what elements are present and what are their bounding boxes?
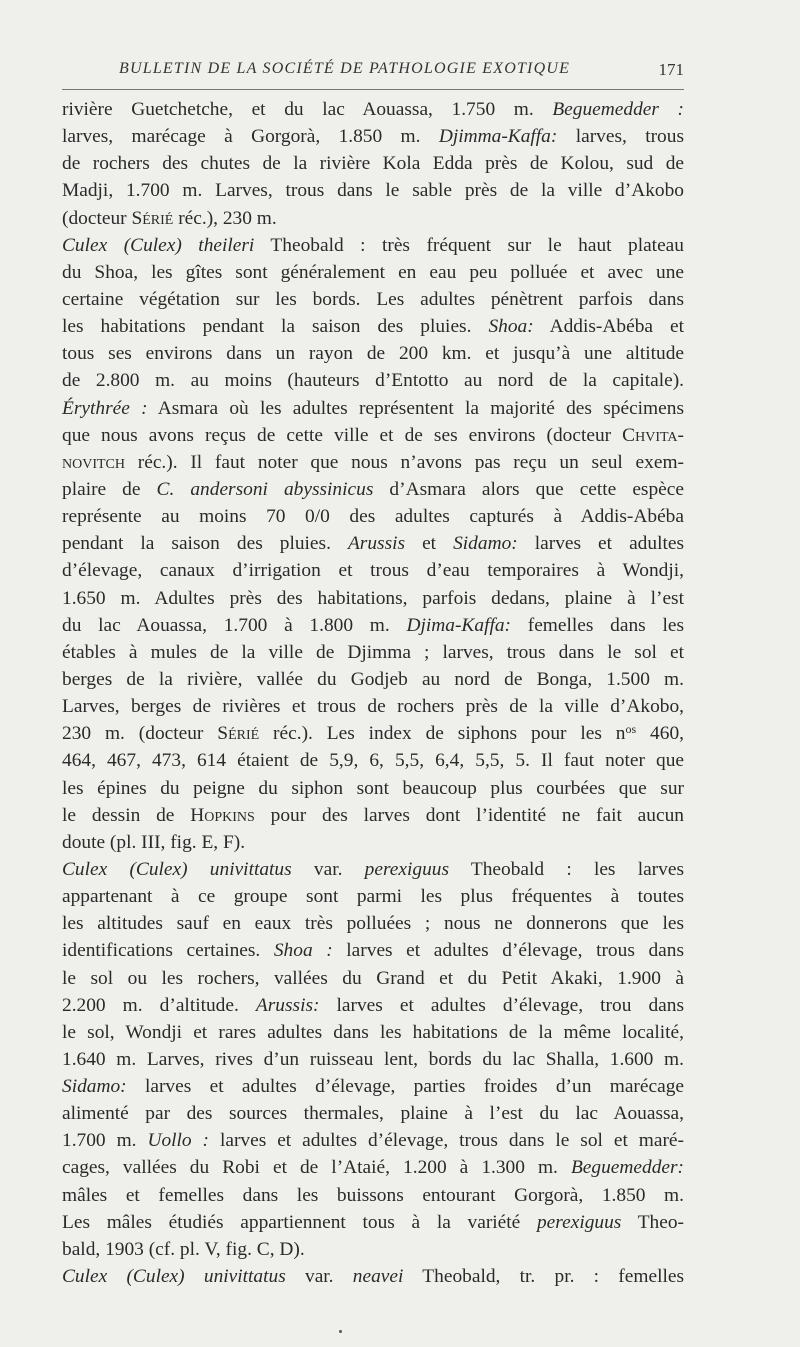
text-run: Theobald, tr. pr. : femelles — [403, 1266, 684, 1288]
text-run: les altitudes sauf en eaux très polluées ; nous ne donnerons que les — [62, 913, 684, 935]
text-line — [62, 1263, 684, 1290]
italic-text: perexiguus — [364, 858, 450, 880]
small-caps-name: Sérié — [217, 723, 260, 745]
text-line — [62, 476, 684, 503]
text-line — [62, 666, 684, 693]
text-line — [62, 313, 684, 340]
italic-text: Beguemedder: — [570, 1157, 684, 1179]
italic-text: Djimma-Kaffa: — [438, 126, 558, 148]
text-line — [62, 937, 684, 964]
text-line — [62, 829, 684, 856]
text-line — [62, 286, 684, 313]
text-line — [62, 992, 684, 1019]
text-run: d’élevage, canaux d’irrigation et trous d’eau temporaires à Wondji, — [62, 560, 684, 582]
italic-text: Sidamo: — [453, 533, 518, 555]
text-line — [62, 123, 684, 150]
text-run: var. — [291, 858, 365, 880]
small-caps-name: Hopkins — [190, 804, 255, 826]
text-run: larves et adultes d’élevage, trous dans — [332, 940, 684, 962]
text-run: larves et adultes d’élevage, parties froides d’un marécage — [126, 1076, 684, 1098]
text-line — [62, 177, 684, 204]
small-caps-name: Sérié — [131, 207, 174, 229]
text-line — [62, 1127, 684, 1154]
text-line — [62, 802, 684, 829]
text-run: var. — [285, 1266, 353, 1288]
text-run: 2.200 m. d’altitude. — [62, 994, 256, 1016]
text-line — [62, 1182, 684, 1209]
text-run: Larves, berges de rivières et trous de rochers près de la ville d’Akobo, — [62, 696, 684, 718]
text-run: le dessin de — [62, 804, 191, 826]
text-line — [62, 150, 684, 177]
italic-text: Sidamo: — [62, 1076, 127, 1098]
text-run: doute (pl. III, fig. E, F). — [62, 831, 246, 853]
text-run: 230 m. (docteur — [62, 723, 218, 745]
text-run: les habitations pendant la saison des pluies. — [62, 316, 489, 338]
italic-text: Shoa: — [488, 316, 534, 338]
text-line — [62, 422, 684, 449]
text-run: tous ses environs dans un rayon de 200 km. et jusqu’à une altitude — [62, 343, 684, 365]
text-run: 1.700 m. — [62, 1130, 148, 1152]
text-run: représente au moins 70 0/0 des adultes capturés à Addis-Abéba — [62, 506, 684, 528]
italic-text: C. andersoni abyssinicus — [156, 478, 374, 500]
text-line — [62, 965, 684, 992]
text-run: Les mâles étudiés appartiennent tous à la variété — [62, 1211, 537, 1233]
page-number: 171 — [658, 60, 684, 79]
text-run: Madji, 1.700 m. Larves, trous dans le sable près de la ville d’Akobo — [62, 180, 684, 202]
text-run: le sol ou les rochers, vallées du Grand et du Petit Akaki, 1.900 à — [62, 967, 684, 989]
text-line — [62, 232, 684, 259]
italic-text: Arussis: — [255, 994, 320, 1016]
text-run: larves, marécage à Gorgorà, 1.850 m. — [62, 126, 439, 148]
text-line — [62, 639, 684, 666]
text-line — [62, 205, 684, 232]
text-run: 464, 467, 473, 614 étaient de 5,9, 6, 5,5, 6,4, 5,5, 5. Il faut noter que — [62, 750, 684, 772]
text-run: (docteur — [62, 207, 132, 229]
text-run: larves, trous — [557, 126, 684, 148]
text-run: rivière Guetchetche, et du lac Aouassa, 1.750 m. — [62, 99, 553, 120]
text-line — [62, 1073, 684, 1100]
text-line — [62, 1236, 684, 1263]
small-caps-name: novitch — [62, 451, 125, 473]
text-run: pendant la saison des pluies. — [62, 533, 348, 555]
text-run: Theo- — [621, 1211, 685, 1233]
text-run: d’Asmara alors que cette espèce — [373, 478, 684, 500]
italic-text: Uollo : — [147, 1130, 210, 1152]
italic-text: neavei — [352, 1266, 404, 1288]
text-run: le sol, Wondji et rares adultes dans les habitations de la même localité, — [62, 1021, 684, 1043]
text-run: Asmara où les adultes représentent la majorité des spécimens — [147, 397, 684, 419]
text-run: mâles et femelles dans les buissons entourant Gorgorà, 1.850 m. — [62, 1184, 684, 1206]
running-head — [62, 60, 684, 84]
text-line — [62, 585, 684, 612]
text-run: alimenté par des sources thermales, plaine à l’est du lac Aouassa, — [62, 1103, 684, 1125]
text-run: larves et adultes — [517, 533, 684, 555]
small-caps-name: Chvita- — [622, 424, 684, 446]
text-run: de 2.800 m. au moins (hauteurs d’Entotto au nord de la capitale). — [62, 370, 684, 392]
text-run: cages, vallées du Robi et de l’Ataié, 1.200 à 1.300 m. — [62, 1157, 571, 1179]
text-line — [62, 395, 684, 422]
text-run: larves et adultes d’élevage, trou dans — [319, 994, 684, 1016]
text-line — [62, 367, 684, 394]
italic-text: Culex (Culex) univittatus — [62, 1266, 286, 1288]
text-line — [62, 775, 684, 802]
text-line — [62, 1019, 684, 1046]
text-run: que nous avons reçus de cette ville et de ses environs (docteur — [62, 424, 623, 446]
italic-text: Culex (Culex) univittatus — [62, 858, 292, 880]
superscript: os — [625, 722, 637, 737]
body-text — [62, 96, 684, 1290]
text-run: réc.). Les index de siphons pour les n — [259, 723, 626, 745]
text-run: pour des larves dont l’identité ne fait aucun — [254, 804, 684, 826]
italic-text: Arussis — [347, 533, 406, 555]
text-run: 1.650 m. Adultes près des habitations, parfois dedans, plaine à l’est — [62, 587, 684, 609]
italic-text: Érythrée : — [62, 397, 148, 419]
text-line — [62, 747, 684, 774]
text-run: femelles dans les — [511, 614, 685, 636]
text-line — [62, 530, 684, 557]
text-line — [62, 1046, 684, 1073]
print-speck — [339, 1330, 342, 1333]
text-run: appartenant à ce groupe sont parmi les plus fréquentes à toutes — [62, 886, 684, 908]
text-run: certaine végétation sur les bords. Les adultes pénètrent parfois dans — [62, 288, 684, 310]
text-run: 1.640 m. Larves, rives d’un ruisseau lent, bords du lac Shalla, 1.600 m. — [62, 1048, 684, 1070]
text-run: Addis-Abéba et — [533, 316, 684, 338]
text-line — [62, 910, 684, 937]
italic-text: Culex (Culex) theileri — [62, 234, 255, 256]
text-run: et — [405, 533, 454, 555]
journal-title: BULLETIN DE LA SOCIÉTÉ DE PATHOLOGIE EXOTIQUE — [119, 60, 571, 77]
italic-text: Beguemedder : — [552, 99, 684, 120]
text-line — [62, 1100, 684, 1127]
text-line — [62, 503, 684, 530]
text-run: plaire de — [62, 478, 157, 500]
text-line — [62, 1154, 684, 1181]
text-line — [62, 1209, 684, 1236]
text-line — [62, 557, 684, 584]
text-line — [62, 449, 684, 476]
text-run: larves et adultes d’élevage, trous dans le sol et maré- — [209, 1130, 684, 1152]
text-line — [62, 856, 684, 883]
italic-text: Shoa : — [273, 940, 333, 962]
text-line — [62, 720, 684, 747]
text-line — [62, 340, 684, 367]
text-run: réc.), 230 m. — [173, 207, 277, 229]
text-run: étables à mules de la ville de Djimma ; larves, trous dans le sol et — [62, 641, 684, 663]
text-run: du Shoa, les gîtes sont généralement en eau peu polluée et avec une — [62, 261, 684, 283]
text-run: identifications certaines. — [62, 940, 274, 962]
text-line — [62, 96, 684, 123]
text-line — [62, 693, 684, 720]
text-run: 460, — [636, 723, 684, 745]
text-run: bald, 1903 (cf. pl. V, fig. C, D). — [62, 1238, 305, 1260]
text-run: Theobald : les larves — [449, 858, 684, 880]
text-run: Theobald : très fréquent sur le haut plateau — [254, 234, 684, 256]
text-run: les épines du peigne du siphon sont beaucoup plus courbées que sur — [62, 777, 684, 799]
header-rule — [62, 89, 684, 90]
text-line — [62, 259, 684, 286]
text-run: berges de la rivière, vallée du Godjeb au nord de Bonga, 1.500 m. — [62, 668, 684, 690]
text-run: du lac Aouassa, 1.700 à 1.800 m. — [62, 614, 407, 636]
text-run: réc.). Il faut noter que nous n’avons pas reçu un seul exem- — [125, 451, 684, 473]
italic-text: Djima-Kaffa: — [406, 614, 511, 636]
text-line — [62, 883, 684, 910]
text-run: de rochers des chutes de la rivière Kola Edda près de Kolou, sud de — [62, 153, 684, 175]
italic-text: perexiguus — [536, 1211, 622, 1233]
text-line — [62, 612, 684, 639]
